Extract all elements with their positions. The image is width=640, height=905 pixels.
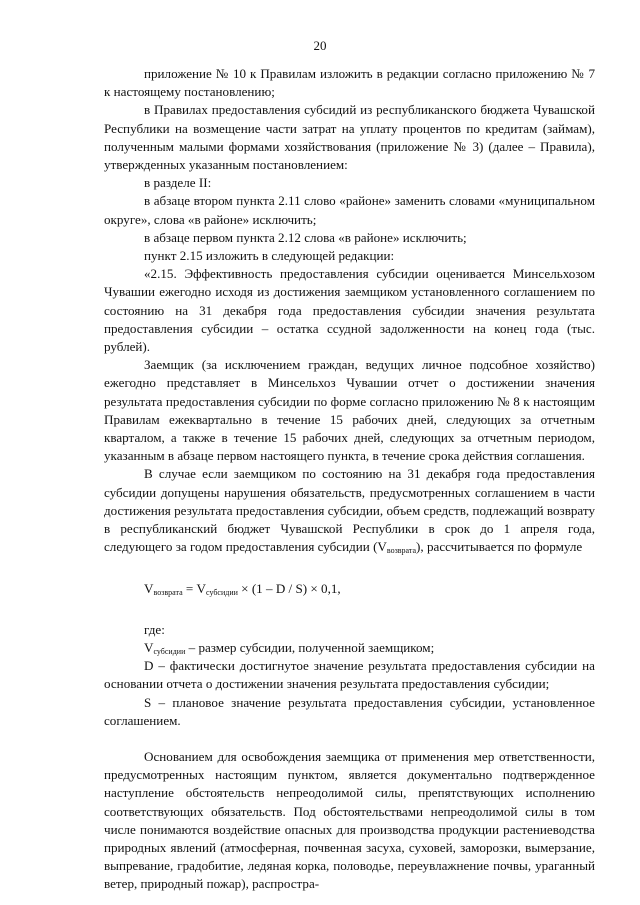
paragraph-appendix-10: приложение № 10 к Правилам изложить в редакции согласно приложению № 7 к настоящему постановлению; xyxy=(104,66,595,100)
paragraph-point-2-15: пункт 2.15 изложить в следующей редакции: xyxy=(144,248,395,264)
definition-v-subsidy xyxy=(104,639,595,657)
page-number: 20 xyxy=(313,38,327,53)
refund-text-b: ), рассчитывается по формуле xyxy=(416,539,583,555)
paragraph-rules-subsidies: в Правилах предоставления субсидий из республиканского бюджета Чувашской Республики на возмещение части затрат на уплату процентов по кредитам (займам), полученным малыми формами хозяйствования (приложение № 3) (далее – Правила), утвержденных указанным постановлением: xyxy=(104,102,595,173)
refund-text-a: В случае если заемщиком по состоянию на 31 декабря года предоставления субсидии допущены нарушения обязательств, предусмотренных соглашением в части достижения результата предоставления субсидии, объем средств, подлежащий возврату в республиканский бюджет Чувашской Республики в срок до 1 апреля года, следующего за годом предоставления субсидии (V xyxy=(104,466,595,555)
definition-s: S – плановое значение результата предоставления субсидии, установленное соглашением. xyxy=(104,694,595,728)
paragraph-point-2-12: в абзаце первом пункта 2.12 слова «в районе» исключить; xyxy=(144,229,467,245)
def-v-text: – размер субсидии, полученной заемщиком; xyxy=(185,639,435,655)
formula-equals: = V xyxy=(182,581,207,597)
def-v-subscript: субсидии xyxy=(153,646,186,656)
formula-rest: × (1 – D / S) × 0,1, xyxy=(237,581,341,597)
refund-formula xyxy=(104,580,595,598)
formula-sub-subsidy: субсидии xyxy=(206,588,238,598)
paragraph-where: где: xyxy=(144,621,165,637)
definition-d: D – фактически достигнутое значение результата предоставления субсидии на основании отчета о достижении значения результата предоставления субсидии; xyxy=(104,658,595,692)
def-v-letter: V xyxy=(144,639,154,655)
paragraph-point-2-11: в абзаце втором пункта 2.11 слово «районе» заменить словами «муниципальном округе», слова «в районе» исключить; xyxy=(104,193,595,227)
formula-sub-refund: возврата xyxy=(153,588,183,598)
paragraph-force-majeure: Основанием для освобождения заемщика от применения мер ответственности, предусмотренных настоящим пунктом, является документально подтвержденное наступление обстоятельств непреодолимой силы, препятствующих исполнению соответствующих обязательств. Под обстоятельствами непреодолимой силы в том числе понимаются воздействие опасных для производства продукции растениеводства природных явлений (атмосферная, почвенная засуха, суховей, заморозки, вымерзание, выпревание, градобитие, ледяная корка, половодье, переувлажнение почвы, ураганный ветер, природный пожар), распростра- xyxy=(104,748,595,892)
spacer xyxy=(104,730,595,748)
refund-subscript: возврата xyxy=(386,546,417,556)
paragraph-section-ii: в разделе II: xyxy=(144,175,212,191)
paragraph-efficiency: «2.15. Эффективность предоставления субсидии оценивается Минсельхозом Чувашии ежегодно исходя из достижения заемщиком установленного соглашением по состоянию на 31 декабря года предоставления субсидии значения результата предоставления субсидии – остатка ссудной задолженности на конец года (тыс. рублей). xyxy=(104,266,595,355)
formula-v: V xyxy=(144,581,154,597)
paragraph-refund-case xyxy=(104,465,595,556)
document-body xyxy=(104,65,595,894)
paragraph-borrower-report: Заемщик (за исключением граждан, ведущих личное подсобное хозяйство) ежегодно представляет в Минсельхоз Чувашии отчет о достижении значения результата предоставления субсидии по форме согласно приложению № 8 к настоящим Правилам ежеквартально в течение 15 рабочих дней, следующих за отчетным кварталом, а также в течение 15 рабочих дней, следующих за отчетным периодом, указанным в абзаце первом настоящего пункта, в течение срока действия соглашения. xyxy=(104,357,595,464)
